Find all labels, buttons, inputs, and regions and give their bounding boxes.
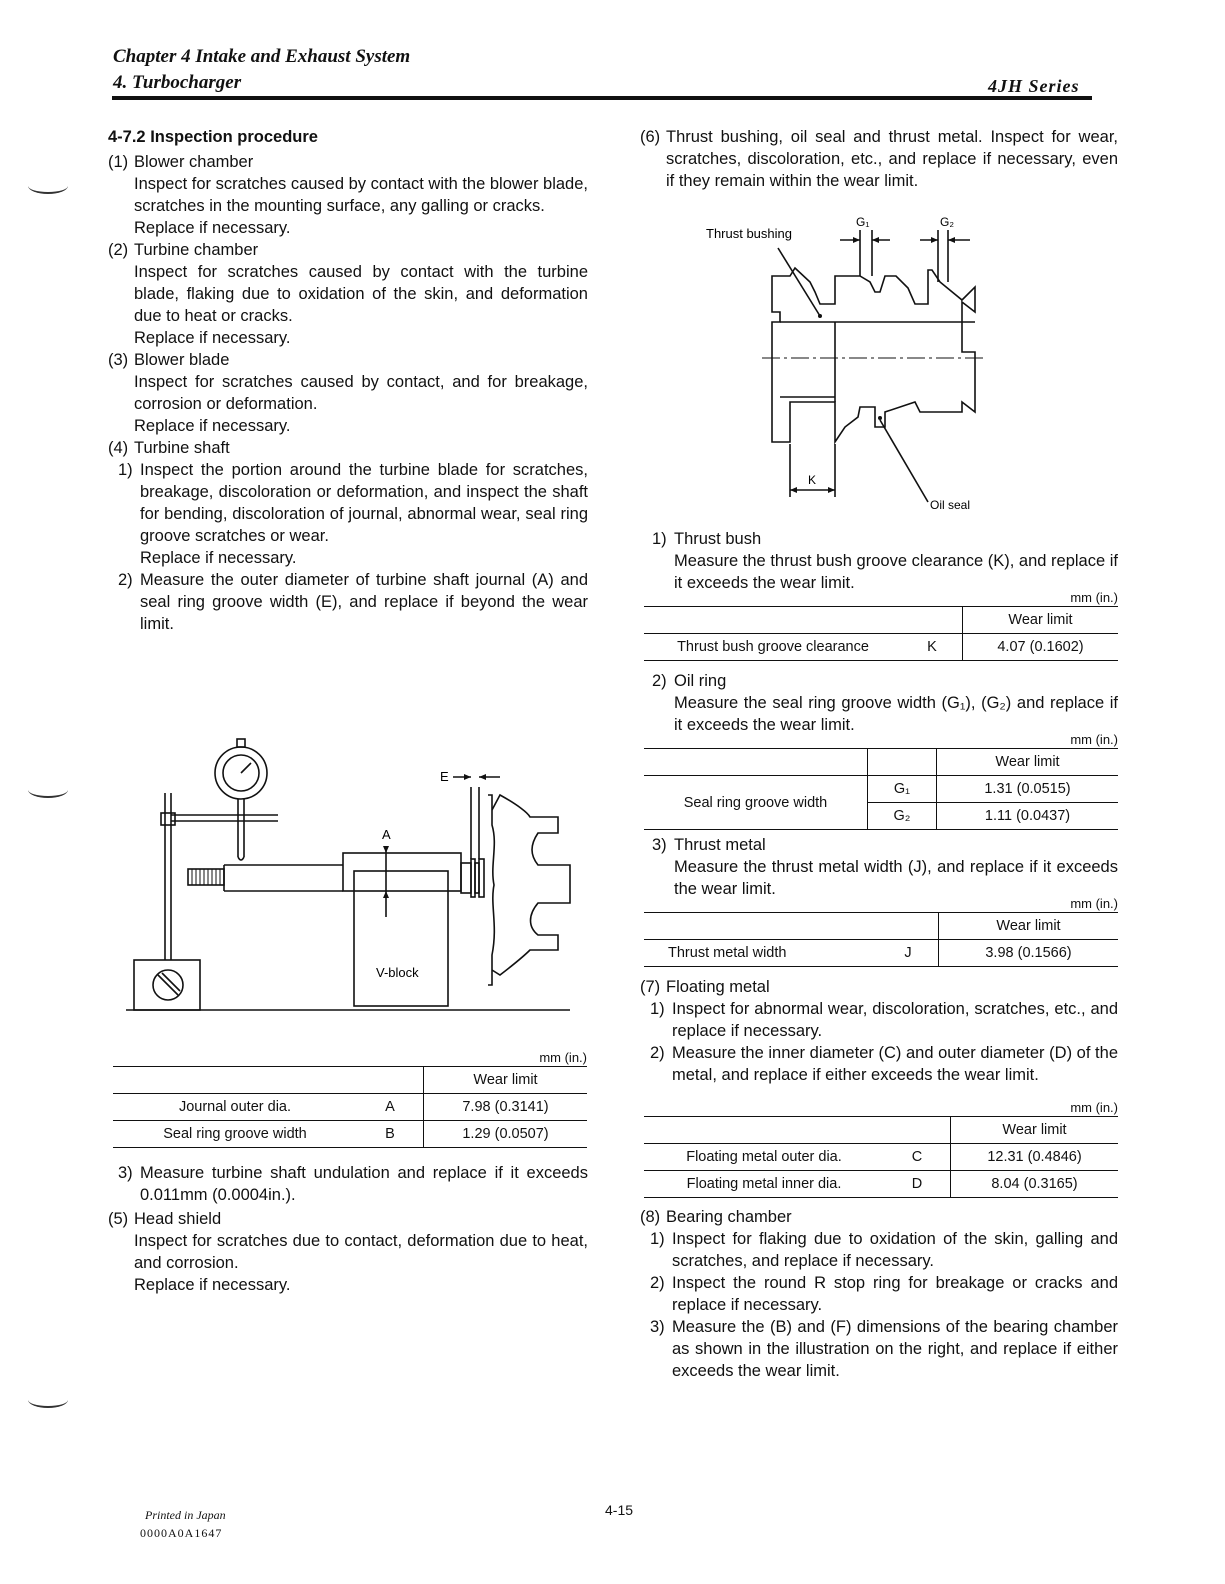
row-symbol: G₁	[868, 776, 937, 803]
sub-title: Thrust bush	[674, 530, 762, 548]
sub-text: Inspect for abnormal wear, discoloration, scratches, etc., and replace if necessary.	[672, 1000, 1118, 1040]
binding-mark	[28, 178, 68, 194]
table-header-wear-limit: Wear limit	[424, 1067, 588, 1094]
sub-number: 2)	[652, 672, 672, 690]
sub-number: 3)	[650, 1318, 670, 1336]
item-body: Inspect for scratches caused by contact with the turbine blade, flaking due to oxidation of the skin, and deformation due to heat or cracks.	[134, 263, 588, 325]
binding-mark	[28, 782, 68, 798]
sub-number: 1)	[650, 1230, 670, 1248]
document-code: 0000A0A1647	[140, 1526, 223, 1540]
item-number: (5)	[108, 1210, 133, 1228]
binding-mark	[28, 1392, 68, 1408]
row-name: Floating metal inner dia.	[644, 1171, 884, 1198]
item-title: Turbine chamber	[134, 241, 259, 259]
label-v-block: V-block	[376, 965, 419, 980]
item-replace: Replace if necessary.	[134, 329, 291, 347]
item-number: (6)	[640, 128, 665, 146]
row-value: 8.04 (0.3165)	[951, 1171, 1119, 1198]
item-title: Turbine shaft	[134, 439, 230, 457]
label-k: K	[808, 473, 817, 487]
table-header-wear-limit: Wear limit	[951, 1117, 1119, 1144]
row-value: 4.07 (0.1602)	[963, 634, 1119, 661]
row-symbol: D	[884, 1171, 951, 1198]
item-turbine-chamber	[108, 239, 588, 349]
thrust-bush-section	[652, 528, 1118, 594]
row-name: Floating metal outer dia.	[644, 1144, 884, 1171]
section-title: 4. Turbocharger	[113, 72, 242, 93]
floating-metal-section	[640, 976, 1118, 1086]
page-number: 4-15	[605, 1502, 634, 1518]
table-header-wear-limit: Wear limit	[937, 749, 1119, 776]
turbine-wheel	[492, 795, 570, 975]
inspection-heading: 4-7.2 Inspection procedure	[108, 128, 318, 146]
left-column	[108, 126, 588, 635]
sub-text: Measure the seal ring groove width (G₁), (G₂) and replace if it exceeds the wear limit.	[674, 694, 1118, 734]
sub-number: 2)	[650, 1274, 670, 1292]
sub-text: Measure the thrust bush groove clearance (K), and replace if it exceeds the wear limit.	[674, 552, 1118, 592]
table-header-wear-limit: Wear limit	[963, 607, 1119, 634]
sub-number: 3)	[118, 1164, 138, 1182]
sub-text: Measure the outer diameter of turbine shaft journal (A) and seal ring groove width (E), and replace if beyond the wear limit.	[140, 571, 588, 633]
right-top-text	[640, 126, 1118, 192]
sub-text: Measure the thrust metal width (J), and replace if it exceeds the wear limit.	[674, 858, 1118, 898]
row-symbol: A	[357, 1094, 424, 1121]
row-symbol: G₂	[868, 803, 937, 830]
shaft-thread	[188, 869, 224, 885]
item-turbine-shaft	[108, 437, 588, 635]
sub-number: 2)	[118, 571, 138, 589]
label-oil-seal: Oil seal	[930, 498, 971, 512]
row-name: Seal ring groove width	[644, 776, 868, 830]
item-replace: Replace if necessary.	[134, 219, 291, 237]
table-header-wear-limit: Wear limit	[939, 913, 1119, 940]
sub-number: 2)	[650, 1044, 670, 1062]
item-title: Blower chamber	[134, 153, 254, 171]
row-value: 3.98 (0.1566)	[939, 940, 1119, 967]
thrust-metal-section	[652, 834, 1118, 900]
item-title: Bearing chamber	[666, 1208, 792, 1226]
bearing-chamber-section	[640, 1206, 1118, 1382]
chapter-title: Chapter 4 Intake and Exhaust System	[113, 46, 411, 67]
sub-replace: Replace if necessary.	[140, 549, 297, 567]
sub-number: 3)	[652, 836, 672, 854]
printed-in-japan: Printed in Japan	[145, 1508, 226, 1522]
sub-title: Thrust metal	[674, 836, 766, 854]
row-value: 1.11 (0.0437)	[937, 803, 1119, 830]
item-number: (4)	[108, 439, 133, 457]
turbine-wheel-hub	[488, 795, 494, 985]
table-unit: mm (in.)	[1070, 590, 1118, 605]
table-unit: mm (in.)	[539, 1050, 587, 1065]
item-number: (2)	[108, 241, 133, 259]
row-value: 1.31 (0.0515)	[937, 776, 1119, 803]
item-replace: Replace if necessary.	[134, 417, 291, 435]
series-label: 4JH Series	[988, 76, 1080, 96]
table-unit: mm (in.)	[1070, 732, 1118, 747]
label-g1: G₁	[856, 215, 870, 229]
item-title: Floating metal	[666, 978, 770, 996]
turbine-shaft-measurement-figure	[118, 735, 588, 1020]
item-replace: Replace if necessary.	[134, 1276, 291, 1294]
row-symbol: B	[357, 1121, 424, 1148]
sub-number: 1)	[652, 530, 672, 548]
row-name: Journal outer dia.	[113, 1094, 357, 1121]
row-value: 7.98 (0.3141)	[424, 1094, 588, 1121]
table-unit: mm (in.)	[1070, 1100, 1118, 1115]
row-value: 12.31 (0.4846)	[951, 1144, 1119, 1171]
thrust-bushing-figure	[700, 212, 1000, 517]
sub-text: Inspect for flaking due to oxidation of the skin, galling and scratches, and replace if necessary.	[672, 1230, 1118, 1270]
bushing-outline	[772, 268, 975, 442]
item-title: Head shield	[134, 1210, 222, 1228]
table-unit: mm (in.)	[1070, 896, 1118, 911]
row-value: 1.29 (0.0507)	[424, 1121, 588, 1148]
row-name: Thrust bush groove clearance	[644, 634, 902, 661]
left-lower-text	[108, 1162, 588, 1296]
sub-text: Measure turbine shaft undulation and replace if it exceeds 0.011mm (0.0004in.).	[140, 1164, 588, 1204]
sub-text: Inspect the round R stop ring for breakage or cracks and replace if necessary.	[672, 1274, 1118, 1314]
item-number: (3)	[108, 351, 133, 369]
item-body: Inspect for scratches due to contact, deformation due to heat, and corrosion.	[134, 1232, 588, 1272]
item-number: (8)	[640, 1208, 665, 1226]
sub-number: 1)	[650, 1000, 670, 1018]
header-rule	[112, 96, 1092, 100]
shaft-journal	[343, 853, 461, 891]
item-body: Inspect for scratches caused by contact with the blower blade, scratches in the mounting surface, any galling or cracks.	[134, 175, 588, 215]
item-body: Inspect for scratches caused by contact, and for breakage, corrosion or deformation.	[134, 373, 588, 413]
floating-metal-table	[644, 1098, 1118, 1198]
row-name: Thrust metal width	[644, 940, 878, 967]
item-text: Thrust bushing, oil seal and thrust metal. Inspect for wear, scratches, discoloration, etc., and replace if necessary, even if they remain within the wear limit.	[666, 128, 1118, 190]
sub-number: 1)	[118, 461, 138, 479]
sub-title: Oil ring	[674, 672, 727, 690]
label-thrust-bushing: Thrust bushing	[706, 226, 792, 241]
oil-ring-table	[644, 730, 1118, 830]
sub-text: Inspect the portion around the turbine blade for scratches, breakage, discoloration or deformation, and inspect the shaft for bending, discoloration of journal, abnormal wear, seal ring groove scratches or wear.	[140, 461, 588, 545]
row-name: Seal ring groove width	[113, 1121, 357, 1148]
thrust-metal-table	[644, 894, 1118, 967]
item-blower-blade	[108, 349, 588, 437]
oil-ring-section	[652, 670, 1118, 736]
row-symbol: K	[902, 634, 963, 661]
label-e: E	[440, 769, 449, 784]
label-g2: G₂	[940, 215, 954, 229]
journal-wear-table	[113, 1048, 587, 1148]
sub-text: Measure the (B) and (F) dimensions of the bearing chamber as shown in the illustration on the right, and replace if either exceeds the wear limit.	[672, 1318, 1118, 1380]
thrust-bush-table	[644, 588, 1118, 661]
item-number: (7)	[640, 978, 665, 996]
row-symbol: C	[884, 1144, 951, 1171]
row-symbol: J	[878, 940, 939, 967]
item-title: Blower blade	[134, 351, 230, 369]
label-a: A	[382, 827, 391, 842]
item-number: (1)	[108, 153, 133, 171]
item-blower-chamber	[108, 151, 588, 239]
sub-text: Measure the inner diameter (C) and outer diameter (D) of the metal, and replace if either exceeds the wear limit.	[672, 1044, 1118, 1084]
